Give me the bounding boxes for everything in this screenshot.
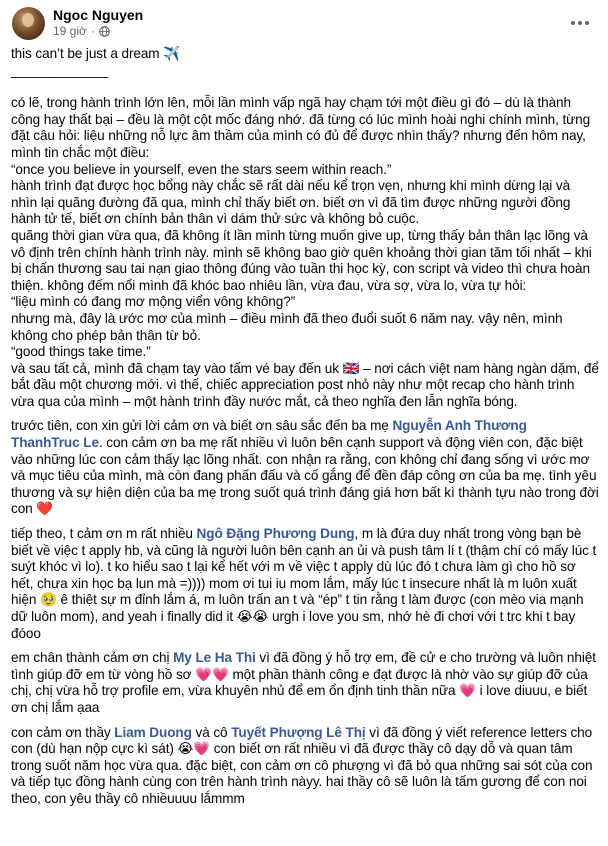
post-meta <box>53 7 143 39</box>
mention-sister[interactable]: My Le Ha Thi <box>173 650 256 666</box>
post-body <box>11 46 599 808</box>
quote-good-things: “good things take time.” <box>11 344 151 360</box>
more-options-button[interactable] <box>568 12 592 34</box>
separator-dot: · <box>90 24 95 38</box>
paragraph-parents: trước tiên, con xin gửi lời cảm ơn và biết ơn sâu sắc đến ba mẹ Nguyễn Anh Thương ThanhTruc Le. con cảm ơn ba mẹ rất nhiều vì luôn bên cạnh support và động viên con, đặc biệt vào những lúc con cảm thấy lạc lõng nhất. con nhận ra rằng, con không chỉ đang sống vì ước mơ và mục tiêu của mình, mà còn đang phấn đấu và cố gắng để đền đáp công ơn của ba mẹ. tình yêu thương và sự hiện diện của ba mẹ trong suốt quá trình đáng giá hơn bất kì thành tựu nào trong đời con ❤️ <box>11 418 599 517</box>
post-time[interactable]: 19 giờ <box>53 24 87 38</box>
paragraph-friend: tiếp theo, t cảm ơn m rất nhiều Ngô Đặng Phương Dung, m là đứa duy nhất trong vòng bạn bè biết về việc t apply hb, và cũng là người luôn bên cạnh an ủi và push tâm lí t (thậm chí có mấy lúc t suýt khóc vì lo). t ko hiểu sao t lại kể hết với m về việc t apply dù lúc đó t chưa làm gì cho hồ sơ hết, chưa xin học bạ lun mà =)))) mom ơi tui iu mom lắm, mấy lúc t insecure nhất là m luôn xuất hiện 🥹 ê thiệt sự m đỉnh lắm á, m luôn trấn an t và “ép” t tin rằng t làm được (con mèo via mạnh dữ luôn mom), and yeah i finally did it 😭😭 urgh i love you sm, nhớ hè đi chơi với t trc khi t bay đóoo <box>11 526 597 641</box>
more-horizontal-icon <box>571 21 589 25</box>
quote-stars: “once you believe in yourself, even the stars seem within reach.” <box>11 161 392 177</box>
post-title: this can’t be just a dream ✈️ <box>11 46 181 61</box>
paragraph-uk: và sau tất cả, mình đã chạm tay vào tấm vé bay đến uk 🇬🇧 – nơi cách việt nam hàng ngàn dặm, để bắt đầu một chương mới. vì thế, chiếc appreciation post nhỏ này như một recap cho hành trình vừa qua của mình – một hành trình đầy nước mắt, cả theo nghĩa đen lẫn nghĩa bóng. <box>11 360 599 409</box>
post-header <box>12 6 596 40</box>
quote-dream: “liệu mình có đang mơ mộng viển vông không?” <box>11 294 296 310</box>
avatar[interactable] <box>12 7 45 40</box>
mention-teacher-liam[interactable]: Liam Duong <box>114 724 192 740</box>
globe-icon[interactable] <box>99 26 110 37</box>
mention-parents[interactable]: Nguyễn Anh Thương ThanhTruc Le <box>11 418 527 451</box>
mention-friend[interactable]: Ngô Đặng Phương Dung <box>196 526 355 542</box>
divider-line: _____________ <box>11 62 108 78</box>
paragraph-journey: hành trình đạt được học bổng này chắc sẽ rất dài nếu kể trọn vẹn, nhưng khi mình dừng lại và nhìn lại quãng đường đã qua, mình chỉ thấy biết ơn. biết ơn vì đã tìm được những người đồng hành tử tế, biết ơn chính bản thân vì dám thử sức và không bỏ cuộc. <box>11 178 571 227</box>
paragraph-hard-times: quãng thời gian vừa qua, đã không ít lần mình từng muốn give up, từng thấy bản thân lạc lõng và vô định trên chính hành trình này. mình sẽ không bao giờ quên khoảng thời gian tăm tối nhất – khi bị chấn thương sau tai nạn giao thông đúng vào tuần thi học kỳ, con script và video thì chưa hoàn thiện. không đếm nổi mình đã khóc bao nhiêu lần, vừa đau, vừa sợ, vừa lo, vừa tự hỏi: <box>11 227 592 293</box>
paragraph-dream: nhưng mà, đây là ước mơ của mình – điều mình đã theo đuổi suốt 6 năm nay. vậy nên, mình không cho phép bản thân từ bỏ. <box>11 310 563 343</box>
mention-teacher-phuong[interactable]: Tuyết Phượng Lê Thị <box>231 724 366 740</box>
post-subline <box>53 24 143 39</box>
paragraph-intro: có lẽ, trong hành trình lớn lên, mỗi lần mình vấp ngã hay chạm tới một điều gì đó – dù là thành công hay thất bại – đều là một cột mốc đáng nhớ. đã từng có lúc mình hoài nghi chính mình, từng đặt câu hỏi: liệu những nỗ lực âm thầm của mình có đủ để được nhìn thấy? nhưng đến hôm nay, mình tin chắc một điều: <box>11 95 591 160</box>
author-name[interactable]: Ngoc Nguyen <box>53 7 144 23</box>
paragraph-sister: em chân thành cảm ơn chị My Le Ha Thi vì đã đồng ý hỗ trợ em, đề cử e cho trường và luôn nhiệt tình giúp đỡ em từ vòng hồ sơ 💗💗 một phần thành công e đạt được là nhờ vào sự giúp đỡ của chị, chị vừa hỗ trợ profile em, vừa khuyên nhủ để em ổn định tinh thần nữa 💗 i love diuuu, e biết ơn chị lắm ạaa <box>11 650 596 715</box>
paragraph-teachers: con cảm ơn thầy Liam Duong và cô Tuyết Phượng Lê Thị vì đã đồng ý viết reference letters cho con (dù hạn nộp cực kì sát) 😭💗 con biết ơn rất nhiều vì đã được thầy cô dạy dỗ và quan tâm trong suốt năm học vừa qua. đặc biệt, con cảm ơn cô phượng vì đã bỏ qua những sai sót của con và tiếp tục đồng hành cùng con trên hành trình nàyy. hai thầy cô sẽ luôn là tấm gương để con noi theo, con yêu thầy cô nhiềuuuu lắmmm <box>11 724 593 806</box>
